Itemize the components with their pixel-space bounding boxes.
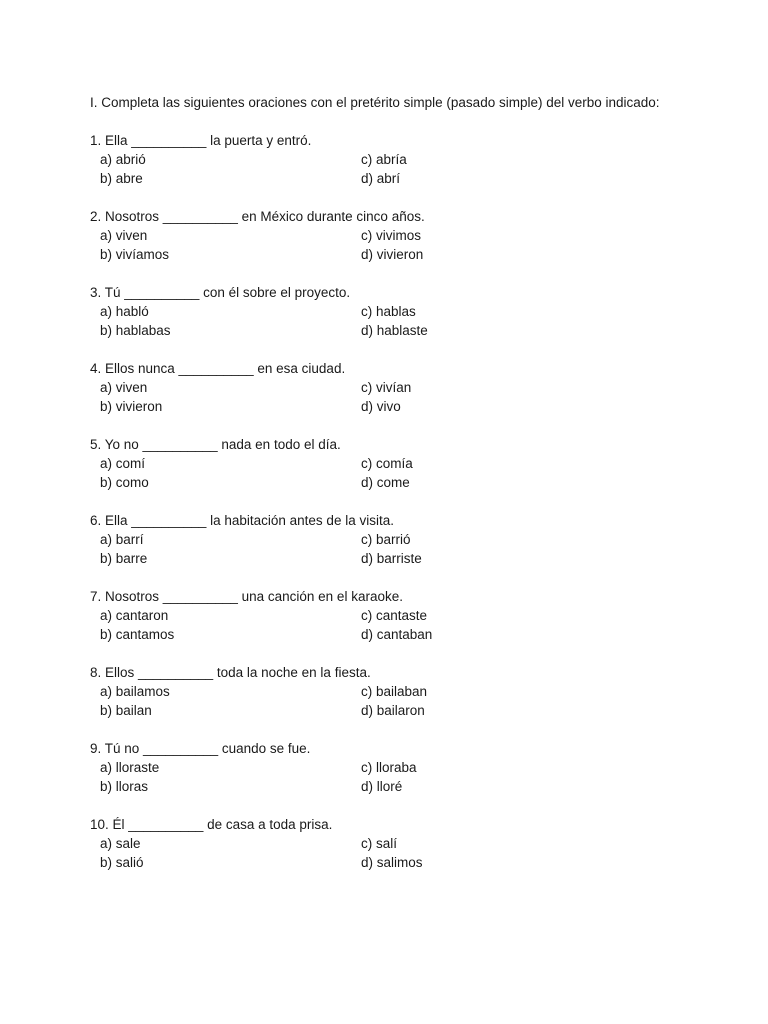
option-row	[90, 530, 710, 549]
option-row	[90, 834, 710, 853]
option-b: b) vivieron	[100, 399, 163, 414]
option-c: c) comía	[361, 456, 413, 471]
option-row	[90, 245, 710, 264]
option-row	[90, 150, 710, 169]
question-text: 7. Nosotros __________ una canción en el karaoke.	[90, 589, 403, 604]
question-9	[90, 740, 710, 816]
option-c: c) vivían	[361, 380, 412, 395]
option-d: d) hablaste	[361, 323, 428, 338]
question-7	[90, 588, 710, 664]
option-b: b) cantamos	[100, 627, 175, 642]
option-b: b) bailan	[100, 703, 152, 718]
option-b: b) hablabas	[100, 323, 171, 338]
option-a: a) barrí	[100, 532, 144, 547]
option-row	[90, 549, 710, 568]
option-a: a) comí	[100, 456, 146, 471]
option-d: d) vivo	[361, 399, 401, 414]
option-c: c) barrió	[361, 532, 411, 547]
option-row	[90, 777, 710, 796]
option-d: d) vivieron	[361, 247, 424, 262]
option-b: b) como	[100, 475, 149, 490]
question-10	[90, 816, 710, 892]
option-a: a) cantaron	[100, 608, 169, 623]
option-a: a) habló	[100, 304, 149, 319]
option-c: c) cantaste	[361, 608, 428, 623]
option-row	[90, 473, 710, 492]
question-2	[90, 208, 710, 284]
question-text: 5. Yo no __________ nada en todo el día.	[90, 437, 341, 452]
option-row	[90, 701, 710, 720]
option-row	[90, 302, 710, 321]
option-a: a) viven	[100, 380, 148, 395]
question-text: 6. Ella __________ la habitación antes de la visita.	[90, 513, 394, 528]
option-row	[90, 682, 710, 701]
option-a: a) lloraste	[100, 760, 160, 775]
option-b: b) abre	[100, 171, 143, 186]
option-c: c) salí	[361, 836, 398, 851]
question-text: 3. Tú __________ con él sobre el proyecto.	[90, 285, 351, 300]
option-b: b) lloras	[100, 779, 149, 794]
question-1	[90, 132, 710, 208]
option-d: d) abrí	[361, 171, 401, 186]
option-c: c) lloraba	[361, 760, 417, 775]
question-4	[90, 360, 710, 436]
option-d: d) barriste	[361, 551, 422, 566]
question-text: 9. Tú no __________ cuando se fue.	[90, 741, 311, 756]
option-d: d) salimos	[361, 855, 423, 870]
option-row	[90, 853, 710, 872]
option-d: d) cantaban	[361, 627, 433, 642]
option-b: b) vivíamos	[100, 247, 170, 262]
instruction-text: I. Completa las siguientes oraciones con el pretérito simple (pasado simple) del verbo indicado:	[90, 95, 660, 110]
question-text: 8. Ellos __________ toda la noche en la fiesta.	[90, 665, 371, 680]
option-d: d) lloré	[361, 779, 403, 794]
question-8	[90, 664, 710, 740]
question-5	[90, 436, 710, 512]
option-row	[90, 321, 710, 340]
option-a: a) abrió	[100, 152, 146, 167]
question-text: 4. Ellos nunca __________ en esa ciudad.	[90, 361, 346, 376]
option-row	[90, 758, 710, 777]
option-d: d) bailaron	[361, 703, 425, 718]
option-row	[90, 397, 710, 416]
option-b: b) salió	[100, 855, 144, 870]
question-text: 2. Nosotros __________ en México durante cinco años.	[90, 209, 425, 224]
option-row	[90, 606, 710, 625]
option-row	[90, 454, 710, 473]
option-c: c) hablas	[361, 304, 416, 319]
question-6	[90, 512, 710, 588]
option-a: a) sale	[100, 836, 141, 851]
question-list	[90, 132, 710, 892]
option-row	[90, 378, 710, 397]
option-row	[90, 226, 710, 245]
option-a: a) viven	[100, 228, 148, 243]
option-c: c) vivimos	[361, 228, 421, 243]
question-text: 10. Él __________ de casa a toda prisa.	[90, 817, 333, 832]
option-a: a) bailamos	[100, 684, 170, 699]
option-d: d) come	[361, 475, 410, 490]
option-c: c) bailaban	[361, 684, 428, 699]
question-3	[90, 284, 710, 360]
option-row	[90, 625, 710, 644]
question-text: 1. Ella __________ la puerta y entró.	[90, 133, 312, 148]
option-c: c) abría	[361, 152, 407, 167]
option-b: b) barre	[100, 551, 148, 566]
option-row	[90, 169, 710, 188]
